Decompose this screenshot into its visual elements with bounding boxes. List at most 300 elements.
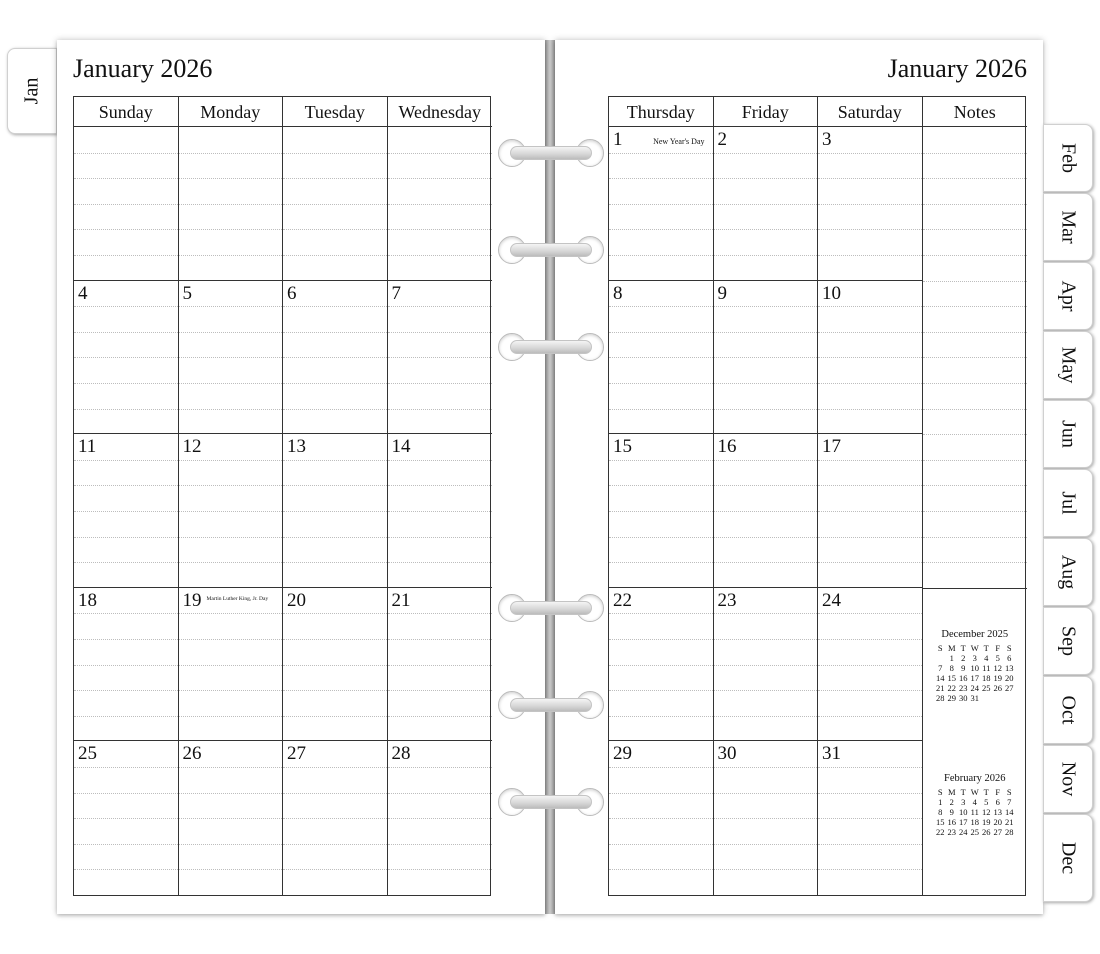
tab-jun[interactable] (1043, 400, 1093, 468)
ruled-line (714, 511, 818, 512)
day-column (714, 127, 819, 895)
mini-day: 16 (959, 673, 968, 683)
mini-day: 23 (947, 827, 956, 837)
mini-day: 29 (947, 693, 956, 703)
ruled-line (818, 229, 922, 230)
ruled-lines (74, 281, 178, 434)
mini-calendar-december (923, 629, 1028, 703)
mini-header-row (935, 643, 1016, 653)
ruled-line (388, 716, 493, 717)
ruled-line (74, 204, 178, 205)
tab-mar[interactable] (1043, 193, 1093, 261)
day-number: 6 (287, 282, 297, 304)
day-number: 9 (717, 282, 727, 304)
ruled-line (74, 690, 178, 691)
tab-oct[interactable] (1043, 676, 1093, 744)
tab-may[interactable] (1043, 331, 1093, 399)
ruled-lines (179, 127, 283, 280)
ruled-line (179, 153, 283, 154)
mini-weekday: F (995, 787, 1001, 797)
tab-label: Aug (1057, 554, 1080, 590)
ruled-line (923, 332, 1028, 333)
ruled-line (714, 383, 818, 384)
mini-day: 27 (1005, 683, 1014, 693)
day-cell[interactable] (818, 434, 923, 588)
mini-weekday: T (960, 787, 966, 797)
mini-day: 21 (936, 683, 945, 693)
day-cell[interactable] (179, 281, 284, 435)
mini-day: 2 (961, 653, 966, 663)
ruled-line (714, 716, 818, 717)
day-number: 30 (717, 743, 737, 765)
day-cell[interactable] (609, 588, 714, 742)
ruled-line (609, 562, 713, 563)
ruled-line (179, 178, 283, 179)
mini-header-row (935, 787, 1016, 797)
ruled-line (74, 357, 178, 358)
ruled-line (179, 716, 283, 717)
day-cell[interactable] (818, 281, 923, 435)
day-number: 25 (78, 743, 97, 765)
mini-weekday: M (947, 643, 956, 653)
day-cell[interactable] (714, 281, 819, 435)
mini-day: 22 (936, 827, 945, 837)
ruled-line (609, 229, 713, 230)
ruled-line (283, 665, 387, 666)
mini-day: 19 (993, 673, 1002, 683)
ruled-line (74, 716, 178, 717)
ruled-line (283, 204, 387, 205)
day-number: 26 (182, 743, 202, 765)
ruled-line (714, 613, 818, 614)
ruled-line (283, 332, 387, 333)
calendar-grid-left (73, 96, 491, 896)
mini-day: 1 (949, 653, 954, 663)
mini-day: 22 (947, 683, 956, 693)
ruled-line (388, 639, 493, 640)
ruled-line (818, 460, 922, 461)
mini-day: 7 (938, 663, 943, 673)
day-column (179, 127, 284, 895)
ruled-line (818, 153, 922, 154)
tab-label: Sep (1057, 626, 1080, 656)
day-number: 14 (391, 436, 411, 458)
ruled-line (923, 178, 1028, 179)
ruled-line (609, 716, 713, 717)
day-header: Saturday (818, 97, 923, 127)
ruled-line (609, 153, 713, 154)
ruled-line (179, 204, 283, 205)
ruled-line (388, 511, 493, 512)
ruled-line (818, 511, 922, 512)
ruled-lines (74, 127, 178, 280)
mini-day: 12 (993, 663, 1002, 673)
ruled-line (609, 665, 713, 666)
mini-calendar-february (923, 773, 1028, 837)
ruled-line (388, 485, 493, 486)
ruled-line (818, 716, 922, 717)
ruled-line (74, 818, 178, 819)
ruled-line (609, 767, 713, 768)
day-cell[interactable] (179, 588, 284, 742)
ruled-lines (388, 281, 493, 434)
ruled-line (283, 153, 387, 154)
mini-day: 24 (970, 683, 979, 693)
day-cell[interactable] (74, 127, 179, 281)
ruled-line (818, 178, 922, 179)
ruled-line (388, 332, 493, 333)
right-page (555, 40, 1043, 914)
mini-day: 24 (959, 827, 968, 837)
ruled-line (923, 562, 1028, 563)
day-number: 3 (822, 129, 832, 150)
ruled-line (179, 767, 283, 768)
ruled-line (74, 332, 178, 333)
ruled-line (283, 690, 387, 691)
ruled-line (388, 690, 493, 691)
ruled-line (388, 793, 493, 794)
day-number: 20 (287, 589, 306, 611)
binder-ring (498, 236, 604, 264)
ruled-line (74, 793, 178, 794)
day-cell[interactable] (283, 588, 388, 742)
mini-day: 5 (995, 653, 1000, 663)
ruled-line (714, 818, 818, 819)
mini-day: 21 (1005, 817, 1014, 827)
ruled-line (388, 665, 493, 666)
day-number: 8 (613, 282, 623, 304)
mini-day: 26 (982, 827, 991, 837)
day-cell[interactable] (609, 127, 714, 281)
ruled-line (609, 306, 713, 307)
day-cell[interactable] (283, 281, 388, 435)
binder-ring (498, 594, 604, 622)
mini-weekday: W (970, 787, 979, 797)
ruled-line (714, 332, 818, 333)
tab-dec[interactable] (1043, 814, 1093, 902)
day-cell[interactable] (179, 741, 284, 895)
ruled-line (818, 665, 922, 666)
tab-aug[interactable] (1043, 538, 1093, 606)
mini-day: 5 (984, 797, 989, 807)
ruled-line (609, 357, 713, 358)
mini-weekday: S (937, 787, 943, 797)
ruled-line (283, 818, 387, 819)
tab-label: Feb (1057, 143, 1080, 173)
ruled-line (923, 434, 1028, 435)
ruled-line (283, 639, 387, 640)
mini-week-row (935, 663, 1016, 673)
ruled-line (818, 844, 922, 845)
tab-label: May (1057, 346, 1080, 384)
ruled-lines (283, 127, 387, 280)
day-number: 10 (822, 282, 841, 304)
mini-week-row (935, 827, 1016, 837)
mini-day: 15 (936, 817, 945, 827)
day-cell[interactable] (609, 281, 714, 435)
ruled-line (609, 869, 713, 870)
day-cell[interactable] (388, 588, 493, 742)
mini-day: 4 (972, 797, 977, 807)
mini-week-row (935, 673, 1016, 683)
day-cell[interactable] (609, 434, 714, 588)
mini-week-row (935, 683, 1016, 693)
day-column (388, 127, 493, 895)
mini-day: 9 (961, 663, 966, 673)
ruled-line (179, 332, 283, 333)
ruled-line (283, 793, 387, 794)
day-cell[interactable] (388, 434, 493, 588)
day-number: 13 (287, 436, 306, 458)
tab-label: Dec (1057, 841, 1080, 875)
mini-day: 7 (1007, 797, 1012, 807)
day-cell[interactable] (714, 741, 819, 895)
mini-day: 10 (970, 663, 979, 673)
ruled-line (923, 229, 1028, 230)
day-cell[interactable] (74, 588, 179, 742)
day-number: 1 (613, 129, 623, 150)
mini-day: 26 (993, 683, 1002, 693)
day-number: 15 (613, 436, 632, 458)
ruled-line (818, 204, 922, 205)
ruled-line (179, 357, 283, 358)
binder-ring (498, 691, 604, 719)
mini-weekday: T (983, 787, 989, 797)
day-number: 21 (391, 589, 411, 611)
mini-day: 25 (970, 827, 979, 837)
ruled-line (609, 639, 713, 640)
mini-day: 3 (972, 653, 977, 663)
ruled-lines (179, 281, 283, 434)
day-cell[interactable] (714, 434, 819, 588)
day-header: Monday (179, 97, 284, 127)
ruled-line (714, 485, 818, 486)
mini-day: 4 (984, 653, 989, 663)
ruled-line (179, 537, 283, 538)
day-number: 22 (613, 589, 632, 611)
ruled-line (714, 767, 818, 768)
day-cell[interactable] (283, 434, 388, 588)
mini-day: 6 (995, 797, 1000, 807)
ruled-lines (818, 127, 922, 280)
mini-calendar-title: February 2026 (943, 773, 1006, 784)
ruled-line (609, 204, 713, 205)
ruled-line (283, 767, 387, 768)
mini-day: 28 (1005, 827, 1014, 837)
ruled-line (74, 537, 178, 538)
ring-bar (510, 698, 592, 712)
ruled-line (283, 229, 387, 230)
ruled-line (179, 383, 283, 384)
day-cell[interactable] (818, 741, 923, 895)
mini-calendar-table (935, 787, 1016, 837)
mini-day: 10 (959, 807, 968, 817)
notes-area[interactable] (923, 127, 1028, 589)
ruled-line (818, 613, 922, 614)
ruled-line (714, 357, 818, 358)
mini-day: 25 (982, 683, 991, 693)
day-number: 28 (391, 743, 411, 765)
day-header: Thursday (609, 97, 714, 127)
ruled-line (388, 767, 493, 768)
day-cell[interactable] (74, 741, 179, 895)
day-number: 16 (717, 436, 737, 458)
day-cell[interactable] (388, 281, 493, 435)
ruled-line (74, 869, 178, 870)
day-column (609, 127, 714, 895)
ruled-line (714, 255, 818, 256)
ruled-line (609, 537, 713, 538)
mini-day: 17 (970, 673, 979, 683)
ruled-line (923, 537, 1028, 538)
day-cell[interactable] (283, 741, 388, 895)
day-header: Friday (714, 97, 819, 127)
day-cell[interactable] (179, 127, 284, 281)
ruled-line (609, 178, 713, 179)
tab-label: Oct (1057, 695, 1080, 725)
ring-bar (510, 340, 592, 354)
day-column (283, 127, 388, 895)
mini-day: 3 (961, 797, 966, 807)
ruled-line (388, 306, 493, 307)
mini-day: 31 (970, 693, 979, 703)
tab-jan[interactable] (7, 48, 57, 134)
ruled-line (923, 255, 1028, 256)
mini-week-row (935, 653, 1016, 663)
ruled-line (388, 460, 493, 461)
ruled-line (74, 665, 178, 666)
binder-ring (498, 788, 604, 816)
tab-label: Apr (1057, 280, 1080, 312)
ruled-lines (283, 281, 387, 434)
ruled-line (283, 869, 387, 870)
ruled-line (388, 409, 493, 410)
ruled-line (818, 409, 922, 410)
day-cell[interactable] (609, 741, 714, 895)
ruled-line (283, 844, 387, 845)
ruled-line (74, 229, 178, 230)
mini-day: 11 (982, 663, 991, 673)
mini-weekday: M (947, 787, 956, 797)
ruled-line (818, 485, 922, 486)
ruled-line (74, 767, 178, 768)
day-cell[interactable] (388, 127, 493, 281)
ruled-line (179, 818, 283, 819)
ruled-lines (609, 127, 713, 280)
mini-day: 2 (949, 797, 954, 807)
day-number: 18 (78, 589, 97, 611)
day-number: 5 (182, 282, 192, 304)
binder-ring (498, 333, 604, 361)
day-cell[interactable] (74, 281, 179, 435)
mini-weekday: W (970, 643, 979, 653)
ruled-line (388, 153, 493, 154)
ruled-line (179, 639, 283, 640)
ruled-line (609, 844, 713, 845)
day-number: 19 (182, 589, 202, 611)
ruled-line (923, 383, 1028, 384)
ruled-line (74, 460, 178, 461)
mini-day: 18 (970, 817, 979, 827)
ruled-line (179, 665, 283, 666)
tab-jul[interactable] (1043, 469, 1093, 537)
mini-day: 28 (936, 693, 945, 703)
day-column (818, 127, 923, 895)
ruled-line (818, 690, 922, 691)
ruled-line (923, 204, 1028, 205)
day-header: Wednesday (388, 97, 493, 127)
ruled-line (179, 511, 283, 512)
tab-feb[interactable] (1043, 124, 1093, 192)
tab-label: Mar (1057, 210, 1080, 244)
tab-label: Jul (1057, 491, 1080, 515)
day-cell[interactable] (714, 588, 819, 742)
ruled-line (714, 229, 818, 230)
ruled-line (74, 844, 178, 845)
mini-day (935, 653, 947, 663)
day-cell[interactable] (283, 127, 388, 281)
mini-day: 20 (1005, 673, 1014, 683)
ruled-line (388, 255, 493, 256)
tab-label: Jun (1057, 420, 1080, 448)
day-cell[interactable] (818, 127, 923, 281)
ruled-line (609, 409, 713, 410)
day-cell[interactable] (388, 741, 493, 895)
day-column (74, 127, 179, 895)
ruled-line (609, 460, 713, 461)
ruled-line (74, 562, 178, 563)
ruled-line (818, 562, 922, 563)
ruled-line (609, 485, 713, 486)
ruled-line (283, 537, 387, 538)
day-number: 23 (717, 589, 737, 611)
ruled-line (818, 357, 922, 358)
tab-sep[interactable] (1043, 607, 1093, 675)
tab-nov[interactable] (1043, 745, 1093, 813)
ruled-line (818, 306, 922, 307)
ruled-line (283, 255, 387, 256)
ruled-line (609, 332, 713, 333)
ruled-line (714, 690, 818, 691)
ruled-line (179, 869, 283, 870)
day-number: 24 (822, 589, 841, 611)
day-cell[interactable] (74, 434, 179, 588)
mini-day: 8 (949, 663, 954, 673)
tab-apr[interactable] (1043, 262, 1093, 330)
ruled-line (714, 306, 818, 307)
mini-day: 1 (938, 797, 943, 807)
ruled-line (74, 485, 178, 486)
ruled-line (388, 613, 493, 614)
mini-day: 23 (959, 683, 968, 693)
mini-week-row (935, 693, 1016, 703)
mini-day: 11 (970, 807, 979, 817)
ruled-line (818, 793, 922, 794)
ruled-lines (714, 281, 818, 434)
ruled-line (74, 639, 178, 640)
ruled-line (74, 178, 178, 179)
mini-day: 6 (1007, 653, 1012, 663)
day-header: Notes (923, 97, 1028, 127)
day-cell[interactable] (179, 434, 284, 588)
day-cell[interactable] (818, 588, 923, 742)
ruled-line (179, 229, 283, 230)
ruled-line (818, 537, 922, 538)
binder-ring (498, 139, 604, 167)
day-number: 27 (287, 743, 306, 765)
day-cell[interactable] (714, 127, 819, 281)
ruled-line (714, 639, 818, 640)
